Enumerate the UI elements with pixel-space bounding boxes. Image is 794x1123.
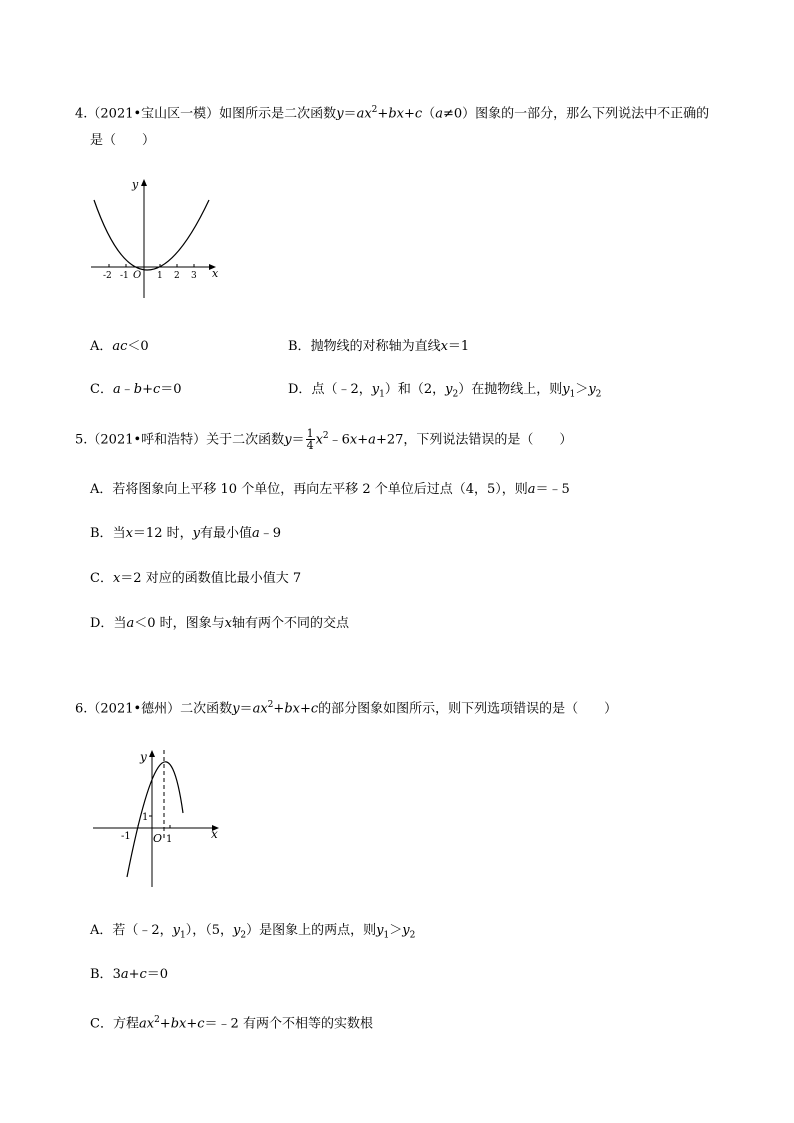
var: y (445, 382, 453, 397)
subscript: 2 (452, 389, 459, 400)
var: x (112, 571, 121, 586)
var-y: y (232, 701, 240, 717)
y-axis-label: y (140, 750, 147, 764)
tick-label: 3 (191, 271, 197, 281)
var: y (376, 923, 384, 938)
var: y (371, 382, 380, 397)
option-text: ），（5， (185, 923, 234, 938)
var-x: x (292, 701, 300, 717)
var: y (192, 526, 200, 541)
eq-sign: ＝ (291, 432, 305, 448)
var: c (152, 382, 161, 397)
var-b: b (284, 701, 293, 717)
var-y: y (336, 106, 344, 122)
var: y (233, 923, 241, 938)
subscript: 1 (383, 930, 390, 941)
q4-option-c[interactable] (90, 381, 182, 399)
exponent: 2 (322, 431, 329, 441)
option-label: C． (90, 382, 113, 397)
option-label: C． (90, 1016, 113, 1032)
option-text: ﹣ (120, 382, 134, 397)
var-a: a (356, 106, 365, 122)
q4-answer-blank: 是（ ） (90, 133, 156, 148)
option-text: ）和（2， (384, 382, 446, 397)
option-text: ＝1 (447, 339, 470, 354)
var: y (588, 382, 596, 397)
q4-option-a[interactable] (90, 338, 149, 356)
plus-sign: + (403, 106, 415, 122)
option-text: + (142, 382, 153, 397)
option-text: 点（﹣2， (311, 382, 372, 397)
q5-source: （2021•呼和浩特） (87, 432, 207, 448)
option-label: A． (90, 339, 113, 354)
tick-label: 2 (174, 271, 180, 281)
option-text: 当 (112, 526, 126, 541)
var: y (172, 923, 181, 938)
x-axis-label: x (211, 827, 218, 841)
option-text: ＝﹣5 (535, 482, 570, 497)
var: a (527, 482, 536, 497)
paren-open: （ (422, 106, 436, 122)
q4-stem-text: 如图所示是二次函数 (219, 106, 337, 122)
q5-number: 5. (75, 432, 88, 448)
var-x: x (364, 106, 372, 122)
q5-stem (75, 427, 572, 451)
q5-option-c[interactable] (90, 570, 301, 588)
var-x: x (396, 106, 404, 122)
q4-stem-line2 (90, 132, 155, 150)
option-text: ﹣9 (259, 526, 282, 541)
var-c: c (414, 106, 423, 122)
subscript: 2 (409, 930, 416, 941)
origin-label: O (133, 270, 142, 281)
subscript: 2 (240, 930, 247, 941)
option-label: D． (90, 616, 114, 631)
q5-stem-text: +27，下列说法错误的是（ ） (375, 432, 573, 448)
q6-option-c[interactable] (90, 1011, 373, 1033)
option-text: ）在抛物线上，则 (458, 382, 563, 397)
var: bx (170, 1016, 187, 1032)
eq-sign: ＝ (239, 701, 253, 717)
q4-option-b[interactable] (288, 338, 469, 356)
q5-stem-text: 关于二次函数 (206, 432, 285, 448)
y-axis-label: y (132, 178, 139, 191)
tick-label: -1 (120, 271, 129, 281)
var-b: b (388, 106, 397, 122)
plus-sign: + (377, 106, 389, 122)
q6-number: 6. (75, 701, 88, 717)
origin-label: O (153, 832, 163, 845)
var-x: x (315, 432, 323, 448)
eq-sign: ＝ (343, 106, 357, 122)
exponent: 2 (154, 1015, 160, 1025)
option-text: + (186, 1016, 198, 1032)
var-y: y (284, 432, 292, 448)
var-a: a (368, 432, 376, 448)
exponent: 2 (371, 105, 378, 115)
var: a (251, 526, 260, 541)
var: c (139, 967, 147, 982)
option-text: 轴有两个不同的交点 (231, 616, 349, 631)
option-text: 若（﹣2， (112, 923, 173, 938)
tick-label: 1 (142, 812, 149, 823)
tick-label: -2 (103, 271, 112, 281)
parabola-curve (94, 200, 209, 270)
q6-stem (75, 696, 617, 718)
q6-stem-text: 二次函数 (180, 701, 233, 717)
subscript: 2 (595, 389, 602, 400)
q6-option-a[interactable] (90, 922, 415, 945)
option-text: + (159, 1016, 171, 1032)
var-c: c (310, 701, 319, 717)
frac-denominator: 4 (306, 439, 314, 453)
option-text: 3 (112, 967, 121, 982)
q6-option-b[interactable] (90, 966, 168, 984)
q5-stem-text: ﹣6 (328, 432, 350, 448)
option-text: 若将图象向上平移 10 个单位，再向左平移 2 个单位后过点（4，5），则 (112, 482, 528, 497)
option-text: ＝0 (146, 967, 169, 982)
option-text: ＜0 (127, 339, 149, 354)
var: y (562, 382, 570, 397)
parabola-curve (127, 762, 183, 877)
q4-stem-line1 (75, 101, 709, 123)
q6-parabola-graph (88, 745, 228, 890)
var: ax (138, 1016, 155, 1032)
plus-sign: + (299, 701, 311, 717)
x-axis-label: x (212, 267, 219, 280)
option-text: ＞ (389, 923, 403, 938)
option-label: B． (90, 967, 113, 982)
fraction (306, 428, 315, 451)
var-a: a (252, 701, 261, 717)
tick-label: -1 (121, 831, 131, 842)
var-x: x (349, 432, 358, 448)
y-axis-arrow (141, 179, 147, 186)
option-label: C． (90, 571, 113, 586)
var: x (440, 339, 448, 354)
subscript: 1 (569, 389, 576, 400)
option-text: ＜0 时，图象与 (134, 616, 225, 631)
option-text: 抛物线的对称轴为直线 (310, 339, 441, 354)
exponent: 2 (267, 700, 274, 710)
var: a (112, 382, 121, 397)
option-text: ＝﹣2 有两个不相等的实数根 (204, 1016, 373, 1032)
option-text: 当 (113, 616, 127, 631)
q6-stem-text: 的部分图象如图所示，则下列选项错误的是（ ） (318, 701, 618, 717)
q4-parabola-graph (88, 170, 228, 300)
option-label: A． (90, 482, 113, 497)
option-text: ＝0 (160, 382, 182, 397)
neq-text: ≠0） (442, 106, 476, 122)
option-label: B． (90, 526, 113, 541)
tick-label: 1 (157, 271, 163, 281)
option-text: 方程 (112, 1016, 139, 1032)
option-text: 有最小值 (199, 526, 252, 541)
option-label: B． (288, 339, 311, 354)
q4-option-d[interactable] (288, 381, 601, 404)
q5-option-a[interactable] (90, 481, 570, 499)
q6-source: （2021•德州） (87, 701, 181, 717)
q4-source: （2021•宝山区一模） (87, 106, 220, 122)
tick-label: 1 (166, 834, 173, 845)
var: x (224, 616, 232, 631)
subscript: 1 (379, 389, 385, 400)
option-text: ）是图象上的两点，则 (246, 923, 377, 938)
option-label: A． (90, 923, 113, 938)
var: y (402, 923, 410, 938)
option-text: ＞ (575, 382, 589, 397)
q4-stem-text: 图象的一部分，那么下列说法中不正确的 (475, 106, 710, 122)
plus-sign: + (357, 432, 369, 448)
y-axis-arrow (149, 750, 155, 757)
option-text: + (128, 967, 140, 982)
q5-option-d[interactable] (90, 615, 349, 633)
var-x: x (260, 701, 268, 717)
option-text: ＝12 时， (132, 526, 193, 541)
q5-option-b[interactable] (90, 525, 281, 543)
var: x (125, 526, 133, 541)
q4-number: 4. (75, 106, 88, 122)
var: c (197, 1016, 205, 1032)
option-label: D． (288, 382, 312, 397)
plus-sign: + (273, 701, 285, 717)
var-a: a (435, 106, 443, 122)
option-text: ＝2 对应的函数值比最小值大 7 (120, 571, 302, 586)
var: a (120, 967, 129, 982)
var: ac (112, 339, 128, 354)
var: a (126, 616, 135, 631)
var: b (133, 382, 143, 397)
frac-numerator: 1 (306, 427, 314, 441)
subscript: 1 (180, 930, 186, 941)
